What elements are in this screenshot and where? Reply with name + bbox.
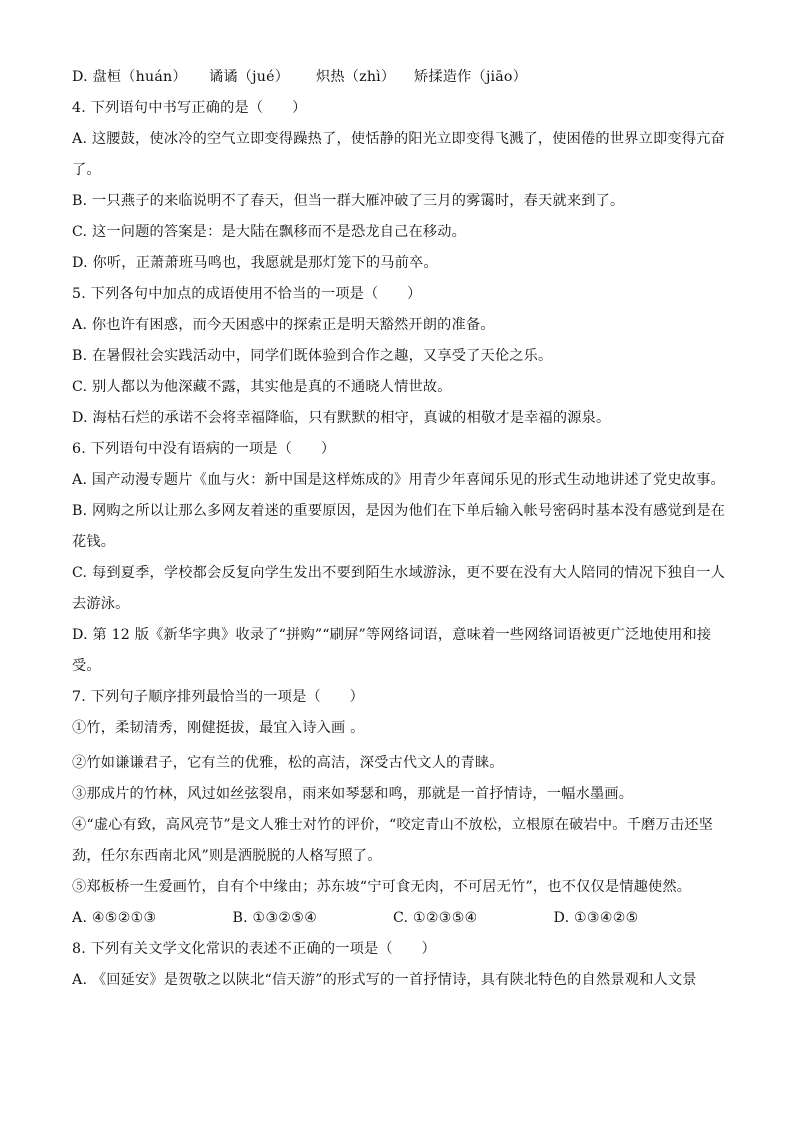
q4-option-c: C. 这一问题的答案是：是大陆在飘移而不是恐龙自己在移动。 [72, 224, 467, 240]
q7-sentence-4-line2: 劲，任尔东西南北风”则是洒脱脱的人格写照了。 [72, 848, 382, 864]
q7-sentence-4-line1: ④“虚心有致，高风亮节”是文人雅士对竹的评价，“咬定青山不放松，立根原在破岩中。千磨万击还坚 [72, 817, 714, 833]
q6-option-b-line1: B. 网购之所以让那么多网友着迷的重要原因，是因为他们在下单后输入帐号密码时基本没有感觉到是在 [72, 503, 726, 519]
q4-option-a-line1: A. 这腰鼓，使冰冷的空气立即变得躁热了，使恬静的阳光立即变得飞溅了，使困倦的世界立即变得亢奋 [72, 131, 725, 147]
q6-option-d-line1: D. 第 12 版《新华字典》收录了“拼购”“刷屏”等网络词语，意味着一些网络词语被更广泛地使用和接 [72, 627, 712, 643]
q7-option-d: D. ①③④②⑤ [553, 910, 639, 926]
q6-option-d-line2: 受。 [72, 658, 101, 674]
q7-sentence-5: ⑤郑板桥一生爱画竹，自有个中缘由；苏东坡“宁可食无肉，不可居无竹”，也不仅仅是情趣使然。 [72, 879, 692, 895]
q4-option-a-line2: 了。 [72, 162, 101, 178]
q5-option-a: A. 你也许有困惑，而今天困惑中的探索正是明天豁然开朗的准备。 [72, 317, 495, 333]
q7-stem: 7. 下列句子顺序排列最恰当的一项是（ ） [72, 689, 365, 705]
q7-sentence-3: ③那成片的竹林，风过如丝弦裂帛，雨来如琴瑟和鸣，那就是一首抒情诗，一幅水墨画。 [72, 786, 634, 802]
q4-stem: 4. 下列语句中书写正确的是（ ） [72, 100, 307, 116]
q5-option-d: D. 海枯石烂的承诺不会将幸福降临，只有默默的相守，真诚的相敬才是幸福的源泉。 [72, 410, 611, 426]
q3-option-d-item: D. 盘桓（huán） [72, 69, 187, 85]
q3-option-d-item: 矫揉造作（jiāo） [414, 69, 528, 85]
q7-sentence-2: ②竹如谦谦君子，它有兰的优雅，松的高洁，深受古代文人的青睐。 [72, 755, 504, 771]
q7-option-c: C. ①②③⑤④ [393, 910, 478, 926]
q6-option-c-line2: 去游泳。 [72, 596, 130, 612]
q4-option-d: D. 你听，正萧萧班马鸣也，我愿就是那灯笼下的马前卒。 [72, 255, 438, 271]
q3-option-d-item: 谲谲（jué） [209, 69, 290, 85]
q6-option-c-line1: C. 每到夏季，学校都会反复向学生发出不要到陌生水域游泳，更不要在没有大人陪同的情况下独自一人 [72, 565, 726, 581]
q7-options-row [72, 903, 714, 934]
q7-option-b: B. ①③②⑤④ [232, 910, 318, 926]
q8-stem: 8. 下列有关文学文化常识的表述不正确的一项是（ ） [72, 941, 436, 957]
q7-sentence-1: ①竹，柔韧清秀，刚健挺拔，最宜入诗入画 。 [72, 720, 365, 736]
q7-option-a: A. ④⑤②①③ [72, 910, 157, 926]
q8-option-a-line1: A. 《回延安》是贺敬之以陕北“信天游”的形式写的一首抒情诗，具有陕北特色的自然景观和人文景 [72, 972, 697, 988]
q5-option-c: C. 别人都以为他深藏不露，其实他是真的不通晓人情世故。 [72, 379, 452, 395]
q3-option-d-row [72, 62, 714, 93]
q4-option-b: B. 一只燕子的来临说明不了春天，但当一群大雁冲破了三月的雾霭时，春天就来到了。 [72, 193, 625, 209]
q5-stem: 5. 下列各句中加点的成语使用不恰当的一项是（ ） [72, 286, 422, 302]
q3-option-d-item: 炽热（zhì） [316, 69, 396, 85]
q5-option-b: B. 在暑假社会实践活动中，同学们既体验到合作之趣，又享受了天伦之乐。 [72, 348, 553, 364]
q6-option-b-line2: 花钱。 [72, 534, 116, 550]
q6-stem: 6. 下列语句中没有语病的一项是（ ） [72, 441, 336, 457]
q6-option-a: A. 国产动漫专题片《血与火：新中国是这样炼成的》用青少年喜闻乐见的形式生动地讲述了党史故事。 [72, 472, 725, 488]
